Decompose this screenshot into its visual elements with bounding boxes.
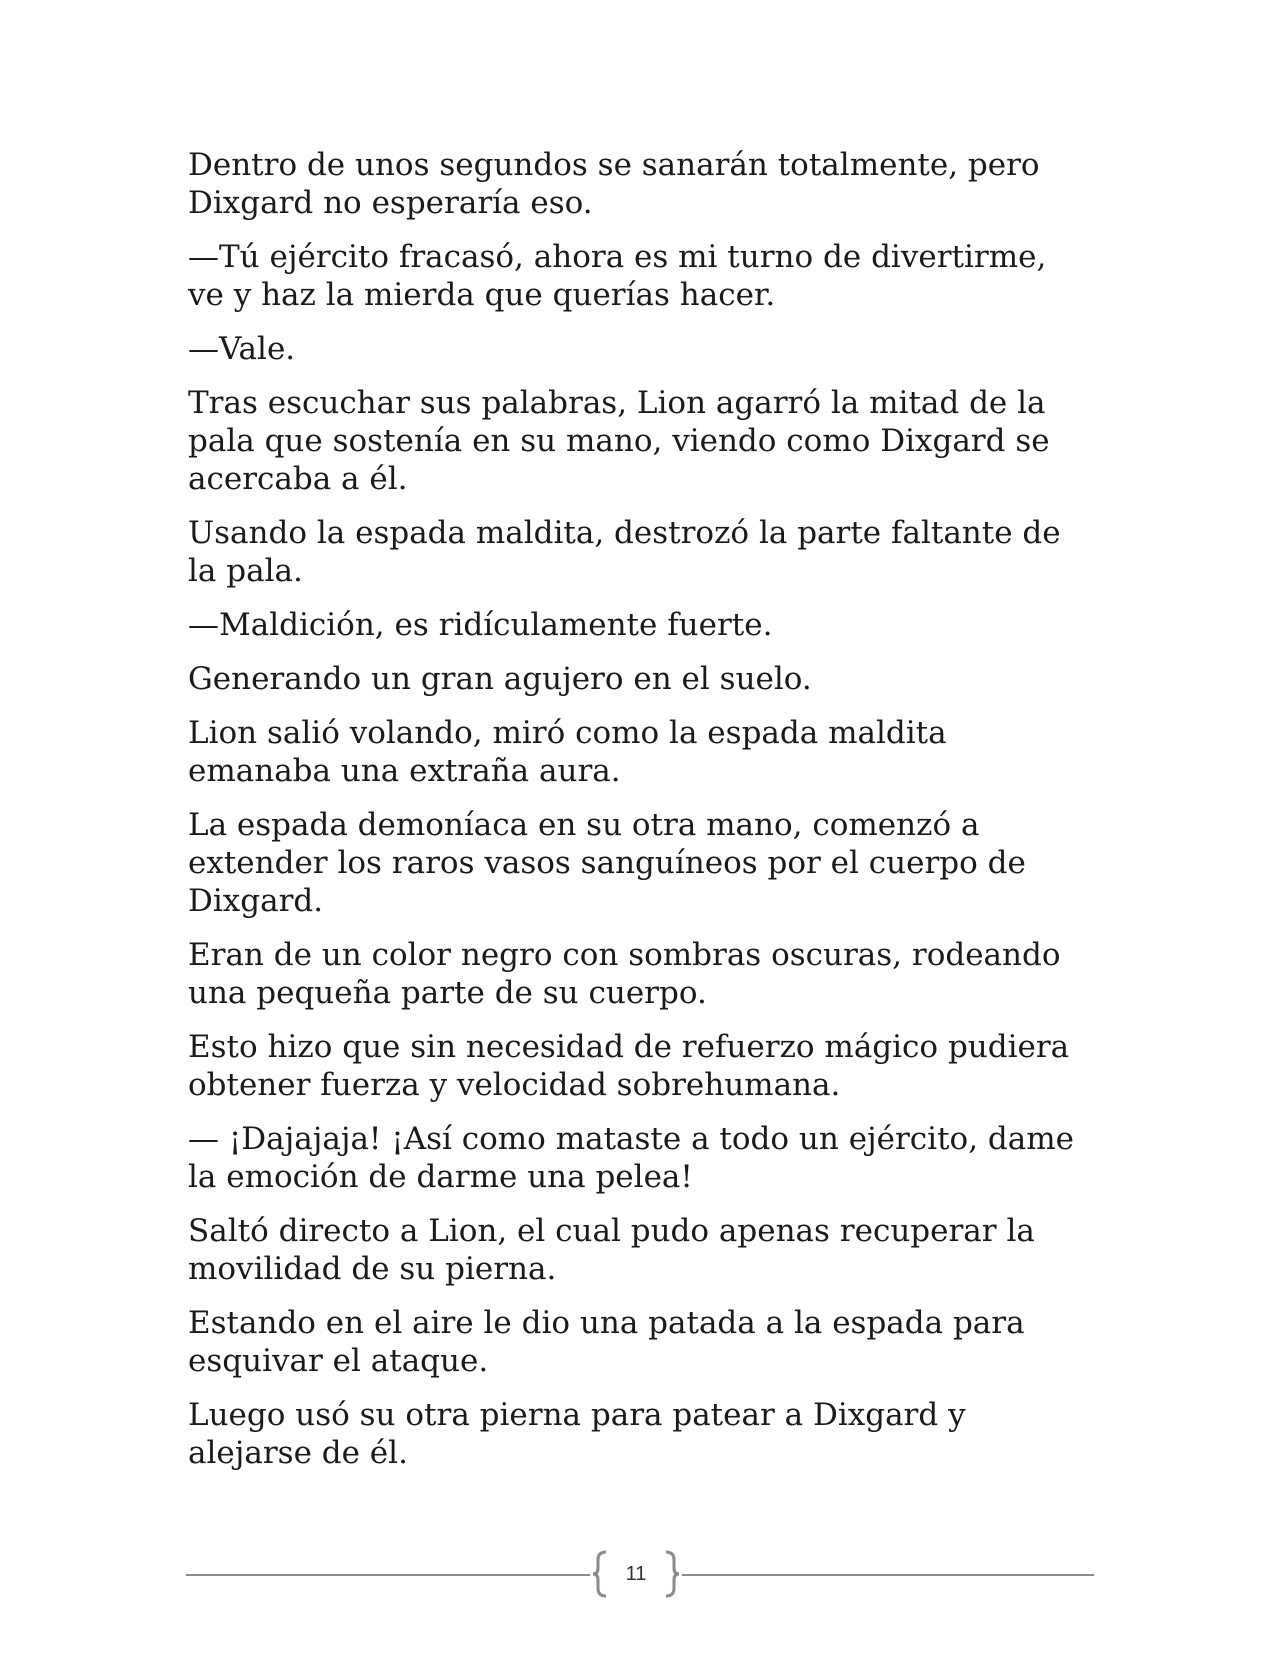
paragraph: La espada demoníaca en su otra mano, comenzó a extender los raros vasos sanguíneos por el cuerpo de Dixgard. (188, 807, 1026, 919)
paragraph: Tras escuchar sus palabras, Lion agarró la mitad de la pala que sostenía en su mano, viendo como Dixgard se acercaba a él. (188, 385, 1050, 497)
paragraph: Saltó directo a Lion, el cual pudo apenas recuperar la movilidad de su pierna. (188, 1213, 1035, 1287)
footer-rule-left (186, 1574, 590, 1576)
paragraph: Estando en el aire le dio una patada a la espada para esquivar el ataque. (188, 1305, 1025, 1379)
page-footer (186, 1546, 1094, 1602)
paragraph: —Tú ejército fracasó, ahora es mi turno de divertirme, ve y haz la mierda que querías hacer. (188, 239, 1047, 313)
paragraph: Luego usó su otra pierna para patear a Dixgard y alejarse de él. (188, 1397, 966, 1471)
paragraph: Eran de un color negro con sombras oscuras, rodeando una pequeña parte de su cuerpo. (188, 937, 1061, 1011)
paragraph: Lion salió volando, miró como la espada maldita emanaba una extraña aura. (188, 715, 947, 789)
paragraph: —Maldición, es ridículamente fuerte. (188, 607, 773, 643)
page-number: 11 (625, 1563, 647, 1585)
right-brace-icon (662, 1550, 682, 1598)
paragraph: Usando la espada maldita, destrozó la parte faltante de la pala. (188, 515, 1061, 589)
body-text (188, 146, 1088, 1488)
paragraph: Dentro de unos segundos se sanarán totalmente, pero Dixgard no esperaría eso. (188, 147, 1040, 221)
left-brace-icon (590, 1550, 610, 1598)
paragraph: Esto hizo que sin necesidad de refuerzo mágico pudiera obtener fuerza y velocidad sobrehumana. (188, 1029, 1070, 1103)
footer-rule-right (682, 1574, 1094, 1576)
paragraph: Generando un gran agujero en el suelo. (188, 661, 812, 697)
paragraph: —Vale. (188, 331, 296, 367)
paragraph: — ¡Dajajaja! ¡Así como mataste a todo un ejército, dame la emoción de darme una pelea! (188, 1121, 1074, 1195)
